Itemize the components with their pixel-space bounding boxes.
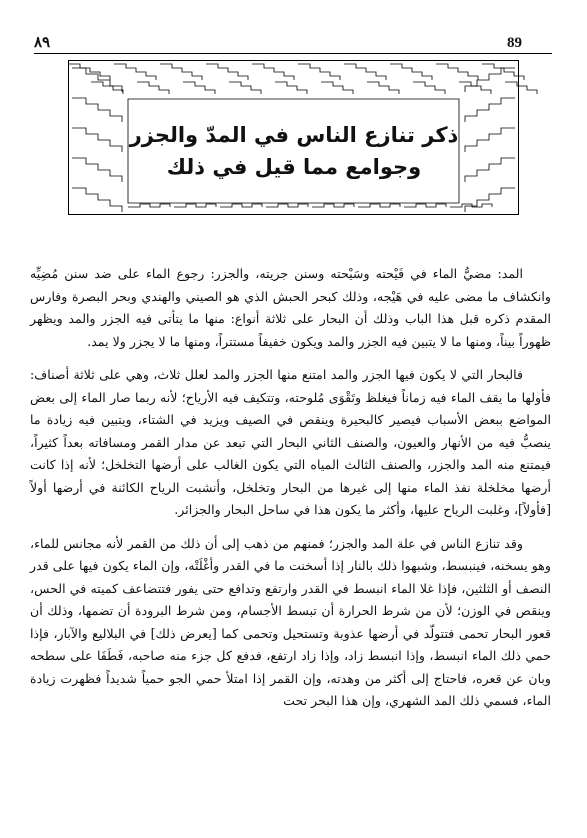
chapter-title-line-1: ذكر تنازع الناس في المدّ والجزر	[129, 123, 459, 147]
header-rule	[34, 53, 552, 54]
body-text	[30, 263, 551, 724]
chapter-title-line-2: وجوامع مما قيل في ذلك	[166, 155, 422, 179]
paragraph: وقد تنازع الناس في علة المد والجزر؛ فمنهم من ذهب إلى أن ذلك من القمر لأنه مجانس للماء، وهو يسخنه، فينبسط، وشبهوا ذلك بالنار إذا أسخنت ما في القدر وأغْلَتْه، وإن الماء يكون فيها على قدر النصف أو الثلثين، فإذا غلا الماء انبسط في القدر وارتفع وتدافع حتى يفور فتتضاعف كميته في الحس، وينقص في الوزن؛ لأن من شرط الحرارة أن تبسط الأجسام، ومن شرط البرودة أن تضمها، وذلك أن قعور البحار تحمى فتتولّد في أرضها عذوبة وتستحيل وتحمى كما [يعرض ذلك] في البلاليع والآبار، فإذا حمي ذلك الماء انبسط، وإذا انبسط زاد، وإذا زاد ارتفع، فدفع كل جزء منه صاحبه، فَطَفَا على سطحه وبان عن قعره، فاحتاج إلى أكثر من وهدته، وإن القمر إذا امتلأ حمي الجو حمياً شديداً فظهرت زيادة الماء، فسمي ذلك المد الشهري، وإن هذا البحر تحت	[30, 535, 551, 708]
page-number-arabic: ٨٩	[34, 35, 51, 51]
paragraph: المد: مضيُّ الماء في فَيْحته وسَيْحته وسنن جريته، والجزر: رجوع الماء على ضد سنن مُضِيِّه وانكشاف ما مضى عليه في هَيْجه، وذلك كبحر الحبش الذي هو الصيني والهندي وبحر البصرة وفارس المقدم ذكره قبل هذا الباب وذلك أن البحار على ثلاثة أنواع: منها ما يتأتى فيه الجزر والمد ويظهر ظهوراً بيناً، ومنها ما لا يتبين فيه الجزر والمد ويكون خفيفاً مستتراً، ومنها ما لا يجزر ولا يمد.	[30, 266, 551, 349]
paragraph: فالبحار التي لا يكون فيها الجزر والمد امتنع منها الجزر والمد لعلل ثلاث، وهي على ثلاثة أصناف: فأولها ما يقف الماء فيه زماناً فيغلظ وتَقْوَى مُلوحته، وتتكيف فيه الأرياح؛ لأنه ربما صار الماء إلى بعض المواضع ببعض الأسباب فيصير كالبحيرة وينقص في الصيف ويزيد في الشتاء، ويتبين فيه زيادة ما ينصبُّ فيه من الأنهار والعيون، والصنف الثاني البحار التي تبعد عن مدار القمر ومسافاته بعداً كثيراً، فيمتنع منه المد والجزر، والصنف الثالث المياه التي يكون الغالب على أرضها التخلخل؛ لأنه إذا كانت أرضها مخلخلة نفذ الماء منها إلى غيرها من البحار وتخلخل، وأنشبت الرياح الكائنة في أرضها أولاً [فأولاً]، وغلبت الرياح عليها، وأكثر ما يكون هذا في ساحل البحار والجزائر.	[30, 367, 551, 517]
chapter-heading	[128, 99, 460, 203]
page-number-latin: 89	[507, 35, 522, 51]
